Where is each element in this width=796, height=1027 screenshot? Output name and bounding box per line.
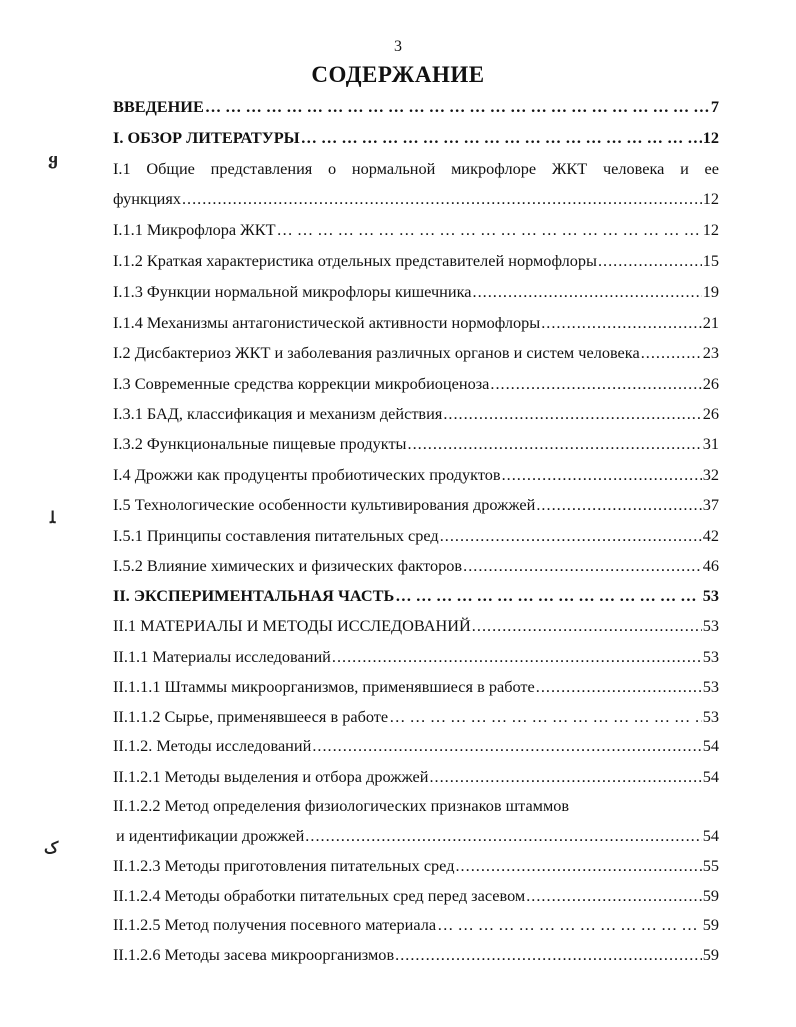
toc-entry (113, 526, 719, 550)
toc-entry-page: 54 (702, 767, 719, 786)
toc-entry (113, 707, 719, 731)
toc-entry-title: I.1 Общие представления о нормальной микрофлоре ЖКТ человека и ее (113, 159, 719, 178)
toc-entry (113, 128, 719, 152)
toc-entry-title: II.1.1.1 Штаммы микроорганизмов, применявшиеся в работе (113, 677, 535, 696)
toc-entry-page: 53 (702, 586, 719, 605)
leader-dots (473, 282, 702, 302)
toc-entry-title: I.1.2 Краткая характеристика отдельных представителей нормофлоры (113, 251, 597, 270)
toc-entry (113, 189, 719, 213)
toc-entry-title: I.4 Дрожжи как продуценты пробиотических продуктов (113, 465, 501, 484)
toc-entry (113, 343, 719, 367)
toc-entry (113, 915, 719, 939)
toc-entry-page: 53 (702, 707, 719, 726)
margin-mark: ﻠ (50, 510, 56, 527)
toc-entry-title: II.1.2.6 Методы засева микроорганизмов (113, 945, 395, 964)
leader-dots (440, 526, 702, 546)
margin-mark: ყ (48, 152, 58, 169)
toc-entry-title: II.1 МАТЕРИАЛЫ И МЕТОДЫ ИССЛЕДОВАНИЙ (113, 616, 471, 635)
toc-entry-page: 54 (702, 826, 719, 845)
toc-entry-title: II.1.2.5 Метод получения посевного материала (113, 915, 437, 934)
toc-entry (113, 586, 719, 610)
leader-dots (305, 826, 701, 846)
toc-entry (113, 374, 719, 398)
toc-entry (113, 767, 719, 791)
toc-entry-page: 59 (702, 915, 719, 934)
toc-entry (113, 556, 719, 580)
toc-entry-page: 46 (702, 556, 719, 575)
toc-entry-title: I.1.3 Функции нормальной микрофлоры кишечника (113, 282, 472, 301)
toc-entry-page: 53 (702, 616, 719, 635)
toc-entry-title: I.1.1 Микрофлора ЖКТ (113, 220, 276, 239)
toc-entry-title: и идентификации дрожжей (116, 826, 305, 845)
leader-dots (312, 736, 701, 756)
toc-entry-title: II. ЭКСПЕРИМЕНТАЛЬНАЯ ЧАСТЬ (113, 586, 395, 605)
toc-entry-page: 7 (710, 97, 719, 116)
leader-dots (455, 856, 701, 876)
leader-dots (536, 677, 702, 697)
toc-entry-page: 15 (702, 251, 719, 270)
leader-dots (472, 616, 702, 636)
page-number: 3 (394, 38, 402, 55)
toc-entry-page: 12 (702, 128, 719, 147)
toc-entry-page: 26 (702, 404, 719, 423)
toc-entry-page: 53 (702, 647, 719, 666)
toc-entry-title: I.5.2 Влияние химических и физических факторов (113, 556, 463, 575)
toc-entry-title: II.1.2.4 Методы обработки питательных сред перед засевом (113, 886, 526, 905)
toc-entry-title: I.5 Технологические особенности культивирования дрожжей (113, 495, 536, 514)
leader-dots (389, 707, 702, 727)
toc-entry-page: 32 (702, 465, 719, 484)
toc-entry-title: II.1.1 Материалы исследований (113, 647, 331, 666)
toc-entry-title: функциях (113, 189, 181, 208)
toc-entry-title: I.3.2 Функциональные пищевые продукты (113, 434, 407, 453)
toc-entry (113, 677, 719, 701)
leader-dots (395, 586, 701, 606)
toc-entry-title: II.1.1.2 Сырье, применявшееся в работе (113, 707, 389, 726)
toc-entry (113, 856, 719, 880)
toc-entry-page: 59 (702, 886, 719, 905)
toc-entry-title: ВВЕДЕНИЕ (113, 97, 204, 116)
leader-dots (598, 251, 702, 271)
toc-entry-page: 23 (702, 343, 719, 362)
toc-entry (113, 220, 719, 244)
toc-entry-page: 53 (702, 677, 719, 696)
toc-entry (113, 251, 719, 275)
toc-entry (113, 495, 719, 519)
toc-entry-page: 21 (702, 313, 719, 332)
toc-entry-page: 55 (702, 856, 719, 875)
toc-entry-title: I. ОБЗОР ЛИТЕРАТУРЫ (113, 128, 300, 147)
toc-entry (113, 434, 719, 458)
leader-dots (301, 128, 702, 148)
toc-entry (113, 647, 719, 671)
toc-entry (113, 313, 719, 337)
toc-entry-page: 59 (702, 945, 719, 964)
toc-entry (113, 736, 719, 760)
leader-dots (502, 465, 702, 485)
toc-entry-title: I.3.1 БАД, классификация и механизм действия (113, 404, 443, 423)
toc-entry (113, 616, 719, 640)
toc-entry (113, 465, 719, 489)
toc-entry-page: 26 (702, 374, 719, 393)
leader-dots (277, 220, 702, 240)
toc-entry-page: 54 (702, 736, 719, 755)
toc-entry (116, 826, 719, 850)
leader-dots (490, 374, 701, 394)
leader-dots (408, 434, 702, 454)
toc-entry-page: 42 (702, 526, 719, 545)
toc-entry-title: I.5.1 Принципы составления питательных сред (113, 526, 439, 545)
toc-entry (113, 404, 719, 428)
toc-entry (113, 159, 719, 183)
toc-entry-page: 37 (702, 495, 719, 514)
leader-dots (182, 189, 702, 209)
toc-entry (113, 97, 719, 121)
leader-dots (429, 767, 701, 787)
leader-dots (536, 495, 701, 515)
margin-mark: ﮎ (44, 840, 59, 857)
toc-entry-title: I.3 Современные средства коррекции микробиоценоза (113, 374, 490, 393)
toc-entry-title: II.1.2.1 Методы выделения и отбора дрожжей (113, 767, 429, 786)
toc-entry-title: II.1.2. Методы исследований (113, 736, 312, 755)
leader-dots (641, 343, 702, 363)
leader-dots (205, 97, 710, 117)
toc-entry (113, 945, 719, 969)
toc-entry-page: 12 (702, 220, 719, 239)
leader-dots (443, 404, 701, 424)
toc-entry-title: I.2 Дисбактериоз ЖКТ и заболевания различных органов и систем человека (113, 343, 640, 362)
leader-dots (463, 556, 702, 576)
toc-entry (113, 886, 719, 910)
leader-dots (437, 915, 702, 935)
toc-entry-page: 19 (702, 282, 719, 301)
leader-dots (541, 313, 702, 333)
toc-entry-title: I.1.4 Механизмы антагонистической активности нормофлоры (113, 313, 541, 332)
toc-entry-page: 12 (702, 189, 719, 208)
toc-entry-title: II.1.2.3 Методы приготовления питательных сред (113, 856, 455, 875)
leader-dots (395, 945, 702, 965)
leader-dots (526, 886, 702, 906)
leader-dots (332, 647, 702, 667)
toc-entry-title: II.1.2.2 Метод определения физиологических признаков штаммов (113, 796, 570, 815)
toc-entry (113, 282, 719, 306)
page-title: СОДЕРЖАНИЕ (311, 62, 485, 87)
toc-entry-page: 31 (702, 434, 719, 453)
toc-entry (113, 796, 719, 820)
